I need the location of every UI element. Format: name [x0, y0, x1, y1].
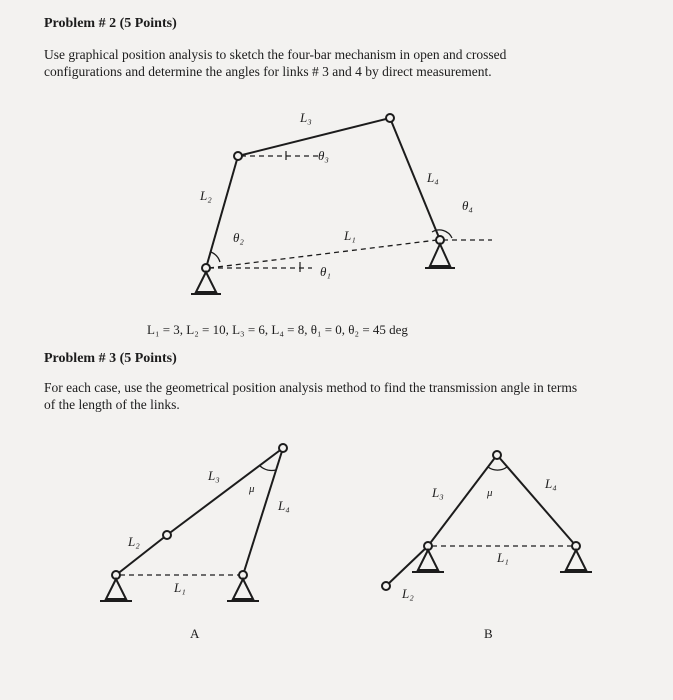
- label-theta4: θ₄: [462, 198, 473, 213]
- b-link-l2: [386, 546, 428, 586]
- label-l3: L₃: [300, 110, 312, 125]
- ground-support-right: [430, 244, 450, 266]
- a-label-l3: L₃: [208, 468, 220, 483]
- problem-3-text-line-2: of the length of the links.: [44, 397, 180, 412]
- b-ground-right: [566, 550, 586, 570]
- problem-3-diagram-b-labels: [401, 476, 557, 601]
- a-link-l4: [243, 448, 283, 575]
- b-label-l2: L₂: [402, 586, 414, 601]
- label-theta1: θ₁: [320, 264, 331, 279]
- problem-3-diagram-b: [382, 451, 592, 590]
- label-l2: L₂: [200, 188, 212, 203]
- problem-2-text-line-2: configurations and determine the angles for links # 3 and 4 by direct measurement.: [44, 64, 492, 79]
- problem-2-four-bar-diagram: [191, 114, 492, 294]
- problem-3-diagram-a: [100, 444, 287, 601]
- b-link-l3: [428, 455, 497, 546]
- label-theta2: θ₂: [233, 230, 244, 245]
- a-label-l1: L₁: [174, 580, 186, 595]
- label-l1: L₁: [344, 228, 356, 243]
- problem-2-text-line-1: Use graphical position analysis to sketch the four-bar mechanism in open and crossed: [44, 47, 507, 62]
- b-label-mu: μ: [487, 487, 493, 499]
- b-label-l4: L₄: [545, 476, 557, 491]
- arc-theta2: [211, 252, 220, 262]
- a-link-l2: [116, 535, 167, 575]
- problem-3-diagram-a-labels: [127, 468, 290, 595]
- b-arc-mu: [488, 467, 507, 470]
- joint-b: [234, 152, 242, 160]
- a-arc-mu: [260, 466, 276, 470]
- b-label-l1: L₁: [497, 550, 509, 565]
- caption-a: A: [190, 626, 200, 641]
- label-l4: L₄: [427, 170, 439, 185]
- a-link-l3: [167, 448, 283, 535]
- problem-2-title: Problem # 2 (5 Points): [44, 16, 177, 31]
- a-label-l2: L₂: [128, 534, 140, 549]
- a-ground-left: [106, 579, 126, 599]
- a-label-mu: μ: [249, 483, 255, 495]
- joint-c: [386, 114, 394, 122]
- a-label-l4: L₄: [278, 498, 290, 513]
- label-theta3: θ₃: [318, 148, 329, 163]
- problem-3-text-line-1: For each case, use the geometrical position analysis method to find the transmission angle in terms: [44, 380, 578, 395]
- b-label-l3: L₃: [432, 485, 444, 500]
- ground-support-left: [196, 272, 216, 292]
- problem-3-title: Problem # 3 (5 Points): [44, 351, 177, 366]
- link-l3: [238, 118, 390, 156]
- caption-b: B: [484, 626, 493, 641]
- a-ground-right: [233, 579, 253, 599]
- b-link-l4: [497, 455, 576, 546]
- problem-2-labels: [199, 110, 473, 279]
- link-l2: [206, 156, 238, 268]
- problem-2-given-values: L₁ = 3, L₂ = 10, L₃ = 6, L₄ = 8, θ₁ = 0, θ₂ = 45 deg: [147, 322, 408, 337]
